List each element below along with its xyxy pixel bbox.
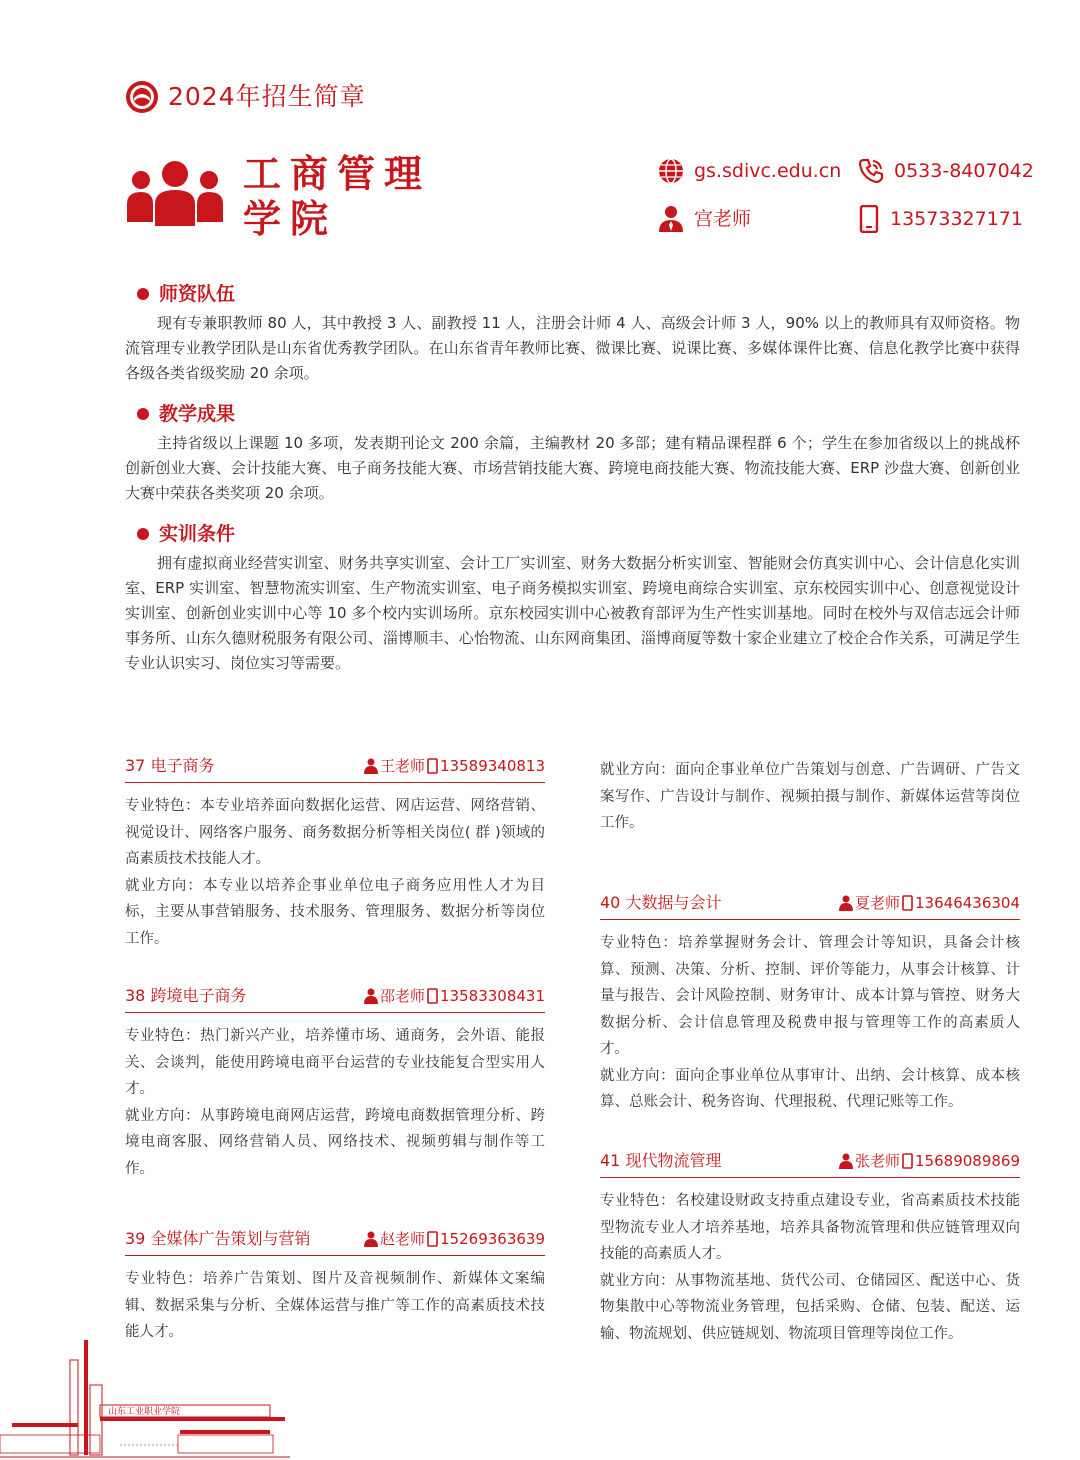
program-title: 41 现代物流管理: [600, 1151, 722, 1170]
program-career: 就业方向：本专业以培养企事业单位电子商务应用性人才为目标，主要从事营销服务、技术服务、管理服务、数据分析等岗位工作。: [125, 877, 545, 947]
phone-text[interactable]: 0533-8407042: [894, 160, 1034, 182]
program-contact: [364, 986, 545, 1006]
program-37: [125, 753, 545, 952]
program-41: [600, 1148, 1020, 1347]
school-name-sign: 山东工业职业学院: [108, 1407, 181, 1417]
program-header: [125, 983, 545, 1013]
mobile-phone-icon: [902, 1153, 913, 1169]
website-text[interactable]: gs.sdivc.edu.cn: [694, 160, 842, 182]
program-39: [125, 1226, 545, 1346]
person-icon: [839, 895, 853, 911]
section-heading-achievements: [137, 401, 235, 427]
section-body-faculty: 现有专兼职教师 80 人，其中教授 3 人、副教授 11 人，注册会计师 4 人、高级会计师 3 人，90% 以上的教师具有双师资格。物流管理专业教学团队是山东省优秀教学团队。在山东省青年教师比赛、微课比赛、说课比赛、多媒体课件比赛、信息化教学比赛中获得各级各类省级奖励 20 余项。: [125, 314, 1020, 382]
college-name-line1: 工商管理: [243, 152, 432, 196]
mobile-contact[interactable]: [858, 205, 1023, 233]
brochure-title: 2024年招生简章: [168, 82, 366, 111]
section-title: 实训条件: [159, 523, 236, 545]
phone-contact[interactable]: [858, 157, 1034, 185]
program-feature: 专业特色：本专业培养面向数据化运营、网店运营、网络营销、视觉设计、网络客户服务、商务数据分析等相关岗位( 群 )领域的高素质技术技能人才。: [125, 798, 545, 867]
section-title: 师资队伍: [159, 283, 236, 305]
program-feature: 专业特色：培养广告策划、图片及音视频制作、新媒体文案编辑、数据采集与分析、全媒体运营与推广等工作的高素质技术技能人才。: [125, 1271, 545, 1340]
mobile-phone-icon: [858, 205, 880, 233]
program-title: 39 全媒体广告策划与营销: [125, 1229, 311, 1248]
program-teacher: 赵老师: [380, 1230, 426, 1248]
teacher-text: 宫老师: [694, 208, 752, 230]
program-40: [600, 890, 1020, 1116]
website-contact[interactable]: [658, 157, 841, 185]
mobile-phone-icon: [427, 988, 438, 1004]
program-title: 37 电子商务: [125, 756, 215, 775]
program-title: 38 跨境电子商务: [125, 986, 247, 1005]
mobile-phone-icon: [427, 758, 438, 774]
phone-icon: [858, 158, 884, 184]
program-contact: [839, 1151, 1020, 1171]
people-group-icon: [125, 160, 225, 228]
college-name: [243, 152, 431, 242]
program-header: [125, 1226, 545, 1256]
person-icon: [364, 1231, 378, 1247]
bullet-dot-icon: [137, 408, 149, 420]
program-teacher: 张老师: [855, 1152, 901, 1170]
section-heading-training: [137, 521, 235, 547]
section-title: 教学成果: [159, 403, 236, 425]
program-teacher: 王老师: [380, 757, 426, 775]
program-title: 40 大数据与会计: [600, 893, 722, 912]
college-name-line2: 学院: [243, 197, 338, 241]
bullet-dot-icon: [137, 528, 149, 540]
program-phone[interactable]: 15269363639: [440, 1230, 545, 1248]
program-contact: [364, 756, 545, 776]
program-career: 就业方向：面向企事业单位从事审计、出纳、会计核算、成本核算、总账会计、税务咨询、代理报税、代理记账等工作。: [600, 1067, 1020, 1110]
program-header: [600, 890, 1020, 920]
program-contact: [364, 1229, 545, 1249]
program-39-continued: [600, 757, 1020, 837]
program-header: [125, 753, 545, 783]
section-heading-faculty: [137, 281, 235, 307]
program-38: [125, 983, 545, 1182]
program-feature: 专业特色：培养掌握财务会计、管理会计等知识，具备会计核算、预测、决策、分析、控制、评价等能力，从事会计核算、计量与报告、会计风险控制、财务审计、成本计算与管控、财务大数据分析、会计信息管理及税费申报与管理等工作的高素质人才。: [600, 935, 1020, 1057]
mobile-phone-icon: [427, 1231, 438, 1247]
person-icon: [839, 1153, 853, 1169]
program-contact: [839, 893, 1020, 913]
program-phone[interactable]: 13589340813: [440, 757, 545, 775]
program-teacher: 邵老师: [380, 987, 426, 1005]
mobile-text[interactable]: 13573327171: [890, 208, 1023, 230]
program-career: 就业方向：从事跨境电商网店运营，跨境电商数据管理分析、跨境电商客服、网络营销人员、网络技术、视频剪辑与制作等工作。: [125, 1107, 545, 1177]
program-header: [600, 1148, 1020, 1178]
teacher-contact: [658, 205, 751, 233]
section-body-achievements: 主持省级以上课题 10 多项，发表期刊论文 200 余篇，主编教材 20 多部；建有精品课程群 6 个；学生在参加省级以上的挑战杯创新创业大赛、会计技能大赛、电子商务技能大赛、市场营销技能大赛、跨境电商技能大赛、物流技能大赛、ERP 沙盘大赛、创新创业大赛中荣获各类奖项 20 余项。: [125, 434, 1020, 502]
bullet-dot-icon: [137, 288, 149, 300]
school-gate-illustration: [0, 1335, 290, 1460]
section-body-training: 拥有虚拟商业经营实训室、财务共享实训室、会计工厂实训室、财务大数据分析实训室、智能财会仿真实训中心、会计信息化实训室、ERP 实训室、智慧物流实训室、生产物流实训室、电子商务模拟实训室、跨境电商综合实训室、京东校园实训中心、创意视觉设计实训室、创新创业实训中心等 10 多个校内实训场所。京东校园实训中心被教育部评为生产性实训基地。同时在校外与双信志远会计师事务所、山东久德财税服务有限公司、淄博顺丰、心怡物流、山东网商集团、淄博商厦等数十家企业建立了校企合作关系，可满足学生专业认识实习、岗位实习等需要。: [125, 554, 1020, 672]
person-icon: [364, 758, 378, 774]
globe-icon: [658, 158, 684, 184]
program-feature: 专业特色：热门新兴产业，培养懂市场、通商务，会外语、能报关、会谈判，能使用跨境电商平台运营的专业技能复合型实用人才。: [125, 1028, 545, 1097]
person-icon: [364, 988, 378, 1004]
program-phone[interactable]: 13646436304: [915, 894, 1020, 912]
program-career: 就业方向：面向企事业单位广告策划与创意、广告调研、广告文案写作、广告设计与制作、视频拍摄与制作、新媒体运营等岗位工作。: [600, 762, 1020, 831]
program-phone[interactable]: 13583308431: [440, 987, 545, 1005]
mobile-phone-icon: [902, 895, 913, 911]
program-phone[interactable]: 15689089869: [915, 1152, 1020, 1170]
program-feature: 专业特色：名校建设财政支持重点建设专业，省高素质技术技能型物流专业人才培养基地，培养具备物流管理和供应链管理双向技能的高素质人才。: [600, 1193, 1020, 1262]
person-icon: [658, 205, 684, 233]
program-career: 就业方向：从事物流基地、货代公司、仓储园区、配送中心、货物集散中心等物流业务管理，包括采购、仓储、包装、配送、运输、物流规划、供应链规划、物流项目管理等岗位工作。: [600, 1272, 1020, 1342]
school-logo-icon: [125, 80, 159, 114]
program-teacher: 夏老师: [855, 894, 901, 912]
